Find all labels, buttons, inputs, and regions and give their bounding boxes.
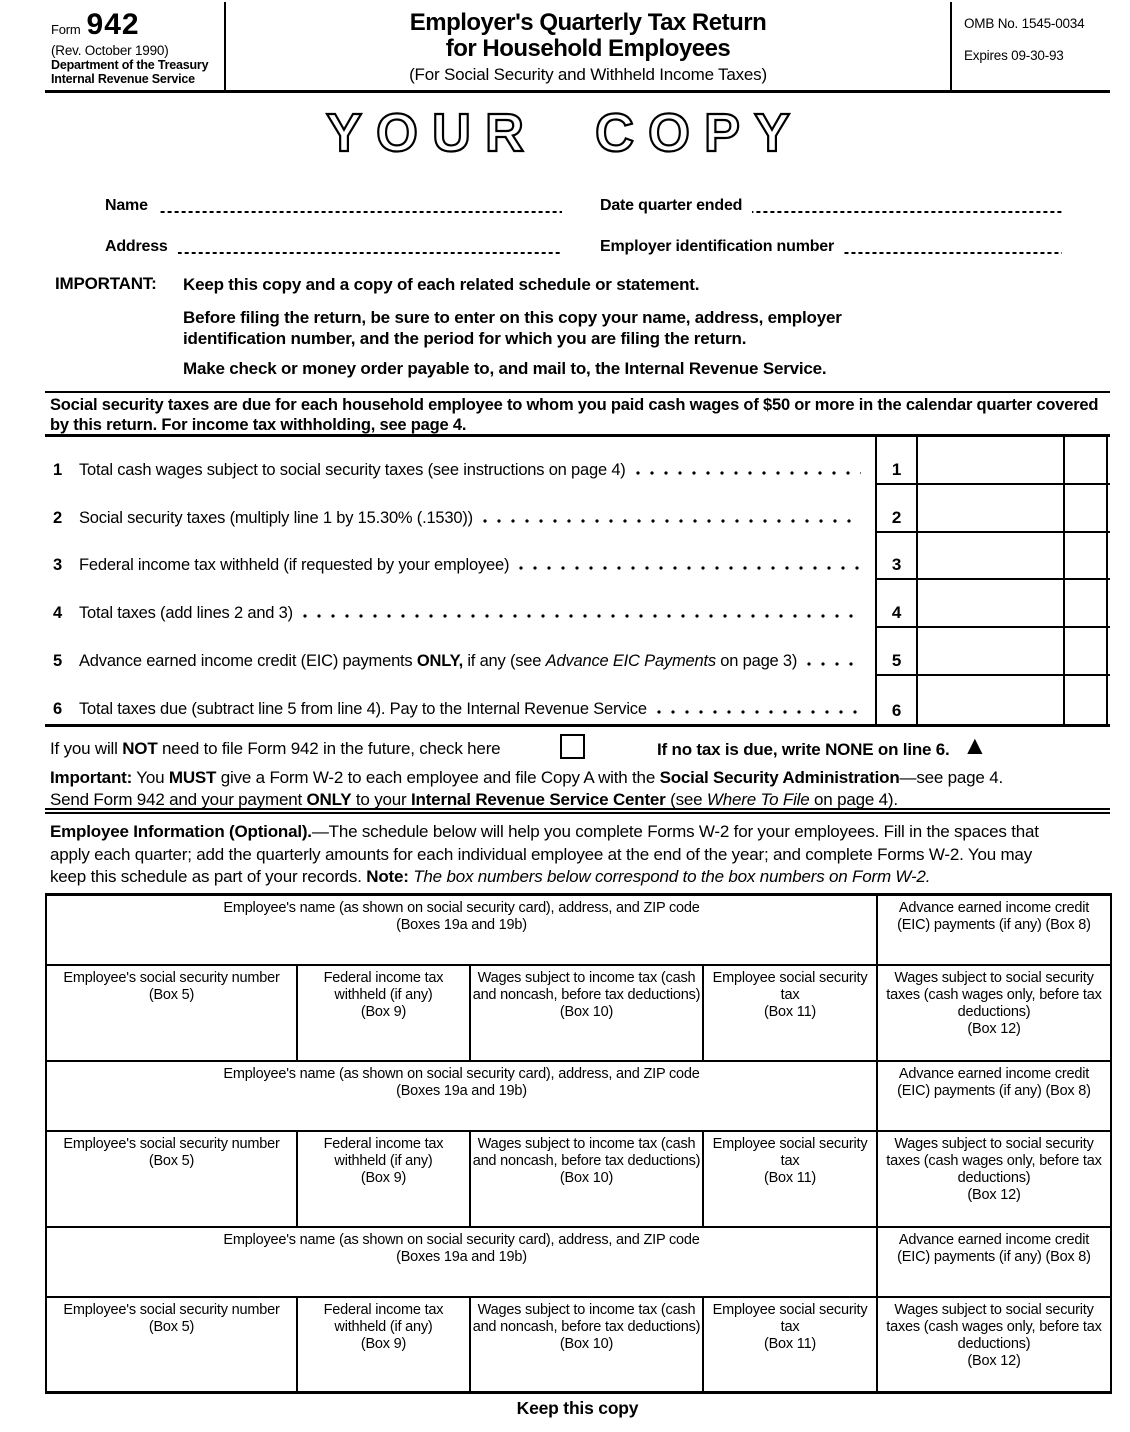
name-label: Name: [105, 197, 148, 214]
important-line1: Keep this copy and a copy of each related schedule or statement.: [183, 275, 700, 294]
form-header: [45, 2, 1110, 93]
ein-entry-line[interactable]: [844, 251, 1062, 254]
important-line2: Before filing the return, be sure to enter on this copy your name, address, employer identification number, and the period for which you are filing the return.: [183, 308, 842, 348]
line-label: Social security taxes (multiply line 1 by 15.30% (.1530)): [79, 508, 473, 527]
important-block: [55, 274, 935, 379]
line-label: Total taxes due (subtract line 5 from line 4). Pay to the Internal Revenue Service: [79, 699, 647, 718]
employee-schedule-table: [45, 893, 1112, 1394]
ssn-cell[interactable]: Employee's social security number (Box 5): [46, 1297, 297, 1393]
fed-tax-withheld-cell[interactable]: Federal income tax withheld (if any) (Box 9): [297, 1297, 470, 1393]
your-copy-stamp: YOUR COPY: [325, 103, 805, 163]
line-number-box: 4: [875, 580, 918, 626]
date-quarter-entry-line[interactable]: [752, 210, 1062, 213]
tax-line-4: [45, 580, 1110, 628]
form-title-box: [226, 2, 950, 90]
important-line3: Make check or money order payable to, and mail to, the Internal Revenue Service.: [183, 359, 827, 378]
omb-number: OMB No. 1545-0034: [964, 16, 1085, 31]
line-number: 4: [53, 604, 62, 623]
eic-payments-cell[interactable]: Advance earned income credit (EIC) payments (if any) (Box 8): [877, 1227, 1111, 1297]
pointer-triangle-icon: ▲: [962, 730, 988, 760]
employee-block-3-detail-row: [46, 1297, 1111, 1393]
employee-ss-tax-cell[interactable]: Employee social security tax (Box 11): [703, 1131, 877, 1227]
line-5-amount-dollars[interactable]: [918, 628, 1063, 674]
department-name: Department of the Treasury: [51, 58, 209, 72]
line-number: 1: [53, 460, 62, 479]
dot-leaders: [519, 566, 861, 571]
revision-date: (Rev. October 1990): [51, 43, 169, 58]
line-number-box: 3: [875, 533, 918, 579]
important-label: IMPORTANT:: [55, 274, 157, 293]
expires-date: Expires 09-30-93: [964, 48, 1064, 63]
line-6-amount-dollars[interactable]: [918, 676, 1063, 724]
employee-ss-tax-cell[interactable]: Employee social security tax (Box 11): [703, 1297, 877, 1393]
service-name: Internal Revenue Service: [51, 72, 195, 86]
ein-label: Employer identification number: [600, 238, 835, 255]
form-subtitle: (For Social Security and Withheld Income Taxes): [409, 65, 767, 84]
tax-lines-table: [45, 437, 1110, 727]
line-number-box: 2: [875, 485, 918, 531]
line-label: Advance earned income credit (EIC) payments ONLY, if any (see Advance EIC Payments on page 3): [79, 652, 798, 671]
address-entry-line[interactable]: [178, 251, 562, 254]
line-4-amount-dollars[interactable]: [918, 580, 1063, 626]
wages-ss-tax-cell[interactable]: Wages subject to social security taxes (cash wages only, before tax deductions) (Box 12): [877, 1131, 1111, 1227]
ssn-cell[interactable]: Employee's social security number (Box 5): [46, 1131, 297, 1227]
eic-payments-cell[interactable]: Advance earned income credit (EIC) payments (if any) (Box 8): [877, 1061, 1111, 1131]
fed-tax-withheld-cell[interactable]: Federal income tax withheld (if any) (Box 9): [297, 965, 470, 1061]
line-3-amount-cents[interactable]: [1063, 533, 1108, 579]
tax-line-2: [45, 485, 1110, 533]
keep-this-copy-footer: Keep this copy: [516, 1398, 639, 1418]
employee-block-3-name-row: [46, 1227, 1111, 1297]
line-6-amount-cents[interactable]: [1063, 676, 1108, 724]
dot-leaders: [636, 471, 861, 476]
line-2-amount-dollars[interactable]: [918, 485, 1063, 531]
form-word: Form: [51, 22, 81, 37]
line-4-amount-cents[interactable]: [1063, 580, 1108, 626]
future-filing-checkbox[interactable]: [560, 734, 585, 759]
double-rule: [45, 808, 1110, 814]
fed-tax-withheld-cell[interactable]: Federal income tax withheld (if any) (Box 9): [297, 1131, 470, 1227]
line-number: 2: [53, 508, 62, 527]
employee-block-1-name-row: [46, 895, 1111, 965]
wages-income-tax-cell[interactable]: Wages subject to income tax (cash and noncash, before tax deductions) (Box 10): [470, 965, 703, 1061]
line-label: Total cash wages subject to social security taxes (see instructions on page 4): [79, 460, 626, 479]
dot-leaders: [303, 614, 861, 619]
tax-line-3: [45, 533, 1110, 581]
divider-rule: [45, 391, 1110, 393]
wages-ss-tax-cell[interactable]: Wages subject to social security taxes (cash wages only, before tax deductions) (Box 12): [877, 965, 1111, 1061]
line-number: 6: [53, 699, 62, 718]
dot-leaders: [483, 519, 861, 524]
line-1-amount-cents[interactable]: [1063, 437, 1108, 483]
form-identity-box: [45, 2, 226, 90]
future-filing-text: If you will NOT need to file Form 942 in the future, check here: [50, 739, 501, 758]
line-number: 3: [53, 556, 62, 575]
wages-ss-tax-cell[interactable]: Wages subject to social security taxes (cash wages only, before tax deductions) (Box 12): [877, 1297, 1111, 1393]
form-number-line: [51, 8, 220, 42]
ssn-cell[interactable]: Employee's social security number (Box 5): [46, 965, 297, 1061]
future-filing-row: [50, 730, 1110, 766]
address-field-row: [105, 238, 1062, 256]
eic-payments-cell[interactable]: Advance earned income credit (EIC) payments (if any) (Box 8): [877, 895, 1111, 965]
line-number-box: 1: [875, 437, 918, 483]
name-entry-line[interactable]: [158, 210, 562, 213]
tax-line-6: [45, 676, 1110, 724]
employee-name-cell[interactable]: Employee's name (as shown on social security card), address, and ZIP code (Boxes 19a and 19b): [46, 895, 877, 965]
line-number-box: 6: [875, 676, 918, 724]
form-title-line2: for Household Employees: [445, 35, 731, 62]
line-number-box: 5: [875, 628, 918, 674]
line-2-amount-cents[interactable]: [1063, 485, 1108, 531]
social-security-note: Social security taxes are due for each household employee to whom you paid cash wages of $50 or more in the calendar quarter covered by this return. For income tax withholding, see page 4.: [50, 396, 1099, 434]
dot-leaders: [657, 710, 861, 715]
tax-line-5: [45, 628, 1110, 676]
line-number: 5: [53, 652, 62, 671]
dot-leaders: [807, 662, 861, 667]
tax-line-1: [45, 437, 1110, 485]
employee-name-cell[interactable]: Employee's name (as shown on social security card), address, and ZIP code (Boxes 19a and 19b): [46, 1061, 877, 1131]
employee-block-1-detail-row: [46, 965, 1111, 1061]
omb-box: [950, 2, 1110, 90]
employee-information-paragraph: Employee Information (Optional).—The schedule below will help you complete Forms W-2 for your employees. Fill in the spaces that apply each quarter; add the quarterly amounts for each individual employee at the end of the year; and complete Forms W-2. You may keep this schedule as part of your records. Note: The box numbers below correspond to the box numbers on Form W-2.: [50, 822, 1039, 886]
name-field-row: [105, 197, 1062, 215]
line-5-amount-cents[interactable]: [1063, 628, 1108, 674]
wages-income-tax-cell[interactable]: Wages subject to income tax (cash and noncash, before tax deductions) (Box 10): [470, 1131, 703, 1227]
no-tax-note: If no tax is due, write NONE on line 6.: [657, 740, 950, 759]
line-1-amount-dollars[interactable]: [918, 437, 1063, 483]
line-label: Total taxes (add lines 2 and 3): [79, 604, 293, 623]
wages-income-tax-cell[interactable]: Wages subject to income tax (cash and noncash, before tax deductions) (Box 10): [470, 1297, 703, 1393]
form-title-line1: Employer's Quarterly Tax Return: [409, 9, 767, 36]
line-3-amount-dollars[interactable]: [918, 533, 1063, 579]
employee-block-2-name-row: [46, 1061, 1111, 1131]
form-number: 942: [86, 8, 140, 41]
date-quarter-label: Date quarter ended: [600, 197, 743, 214]
employee-ss-tax-cell[interactable]: Employee social security tax (Box 11): [703, 965, 877, 1061]
address-label: Address: [105, 238, 168, 255]
employee-name-cell[interactable]: Employee's name (as shown on social security card), address, and ZIP code (Boxes 19a and 19b): [46, 1227, 877, 1297]
w2-important-note: Important: You MUST give a Form W-2 to each employee and file Copy A with the Social Security Administration—see page 4. Send Form 942 and your payment ONLY to your Internal Revenue Service Center (see Where To File on page 4).: [50, 768, 1003, 809]
employee-block-2-detail-row: [46, 1131, 1111, 1227]
line-label: Federal income tax withheld (if requested by your employee): [79, 556, 510, 575]
